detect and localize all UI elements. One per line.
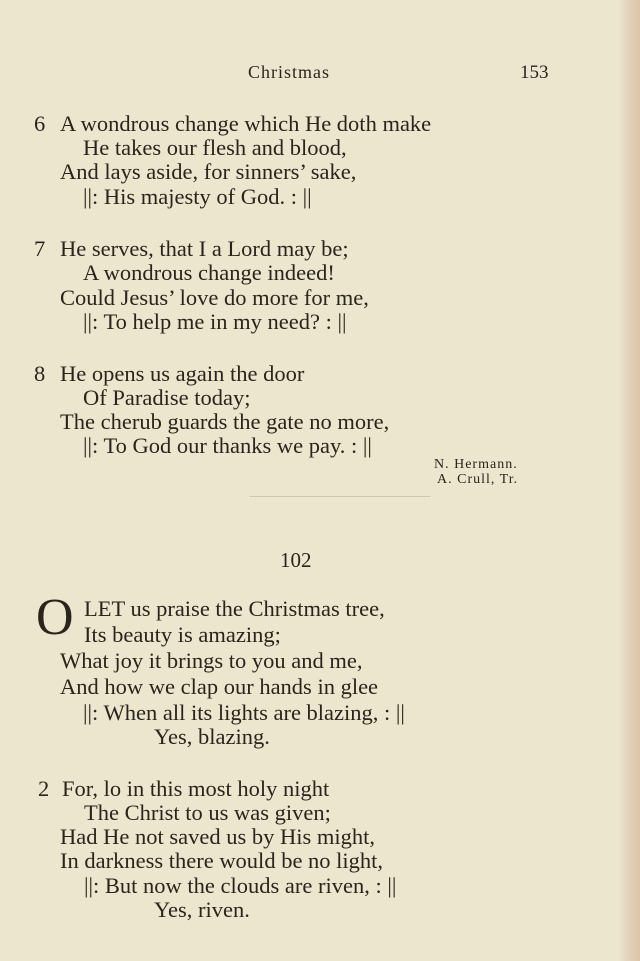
author-credit: N. Hermann. <box>434 457 518 472</box>
drop-cap: O <box>36 589 74 646</box>
stanza-number: 7 <box>34 236 46 261</box>
stanza-number: 6 <box>34 111 46 136</box>
verse-line: For, lo in this most holy night <box>62 776 330 801</box>
stanza-number: 2 <box>38 776 50 801</box>
verse-line: He opens us again the door <box>60 361 305 386</box>
verse-line: ||: His majesty of God. : || <box>83 184 312 209</box>
verse-line: The Christ to us was given; <box>84 800 331 825</box>
translator-credit: A. Crull, Tr. <box>437 472 519 487</box>
verse-line: And lays aside, for sinners’ sake, <box>60 159 357 184</box>
verse-line: ||: To God our thanks we pay. : || <box>83 433 372 458</box>
page-number: 153 <box>520 62 549 83</box>
verse-line: LET us praise the Christmas tree, <box>84 596 385 621</box>
stanza-number: 8 <box>34 361 46 386</box>
verse-line: Its beauty is amazing; <box>84 622 281 647</box>
verse-line: He serves, that I a Lord may be; <box>60 236 349 261</box>
verse-line: ||: But now the clouds are riven, : || <box>84 873 397 898</box>
verse-line: A wondrous change which He doth make <box>60 111 432 136</box>
verse-line: Could Jesus’ love do more for me, <box>60 285 369 310</box>
verse-line: Of Paradise today; <box>83 385 251 410</box>
verse-line: The cherub guards the gate no more, <box>60 409 390 434</box>
verse-line: Yes, blazing. <box>154 724 270 749</box>
verse-line: ||: When all its lights are blazing, : || <box>83 700 405 725</box>
verse-line: What joy it brings to you and me, <box>60 648 363 673</box>
verse-line: And how we clap our hands in glee <box>60 674 379 699</box>
divider <box>250 496 430 497</box>
verse-line: ||: To help me in my need? : || <box>83 309 347 334</box>
page-title: Christmas <box>248 62 331 82</box>
hymn-number: 102 <box>280 548 312 572</box>
verse-line: A wondrous change indeed! <box>83 260 335 285</box>
verse-line: In darkness there would be no light, <box>60 848 384 873</box>
verse-line: He takes our flesh and blood, <box>83 135 347 160</box>
verse-line: Had He not saved us by His might, <box>60 824 375 849</box>
verse-line: Yes, riven. <box>154 897 250 922</box>
page-edge <box>618 0 640 961</box>
